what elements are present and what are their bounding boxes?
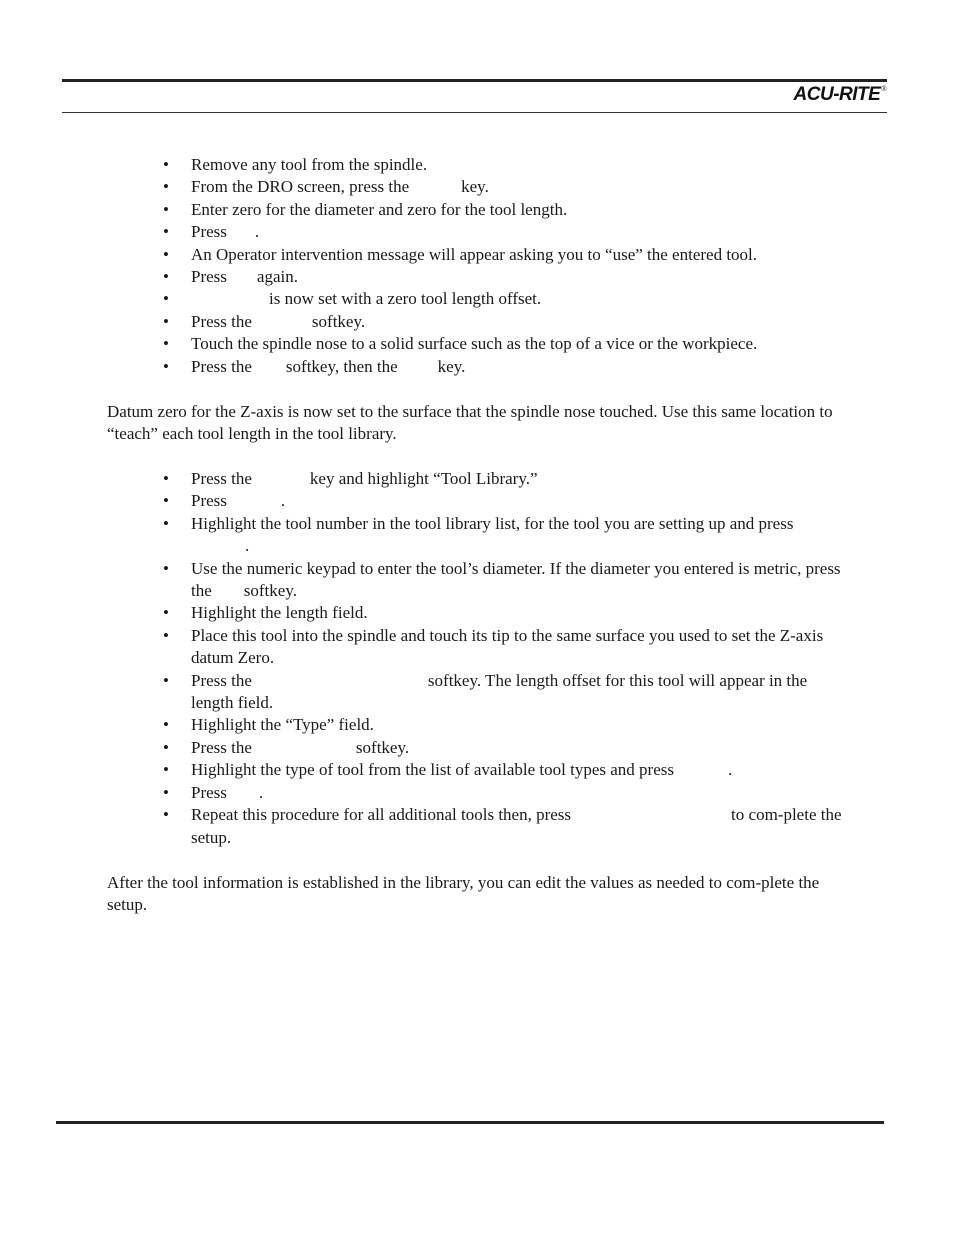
header-rule	[62, 79, 887, 82]
list-item: • is now set with a zero tool length offset.	[163, 289, 542, 309]
list-item: • Press again.	[163, 267, 298, 287]
list-item: • Press the softkey.	[163, 311, 366, 331]
list-item: • Enter zero for the diameter and zero for the tool length.	[163, 199, 568, 219]
header-subrule	[62, 112, 887, 113]
list-item: • Use the numeric keypad to enter the tool’s diameter. If the diameter you entered is metric, press the softkey.	[163, 558, 841, 601]
list-item: • Press .	[163, 222, 260, 242]
list-item: • Place this tool into the spindle and touch its tip to the same surface you used to set the Z-axis datum Zero.	[163, 625, 824, 668]
list-item: • Highlight the tool number in the tool library list, for the tool you are setting up and press.	[163, 513, 794, 556]
list-item: • Repeat this procedure for all additional tools then, press to com-plete the setup.	[163, 805, 842, 847]
list-item: • Highlight the length field.	[163, 603, 368, 623]
setup-steps-list	[163, 154, 843, 378]
list-item: • Press .	[163, 782, 264, 802]
closing-paragraph: After the tool information is established in the library, you can edit the values as needed to com-plete the setup.	[107, 873, 820, 915]
list-item: • Remove any tool from the spindle.	[163, 155, 428, 174]
list-item: • Highlight the type of tool from the list of available tool types and press .	[163, 760, 733, 780]
list-item: • An Operator intervention message will appear asking you to “use” the entered tool.	[163, 244, 758, 264]
acu-rite-logo: ACU-RITE®	[793, 84, 886, 105]
list-item: • Press the softkey. The length offset for this tool will appear in the length field.	[163, 670, 808, 713]
footer-rule	[56, 1121, 884, 1124]
list-item: • Press .	[163, 491, 286, 511]
tool-library-steps-list	[163, 468, 843, 849]
list-item: • Touch the spindle nose to a solid surface such as the top of a vice or the workpiece.	[163, 334, 758, 354]
list-item: • Press the softkey.	[163, 737, 410, 757]
list-item: • Press the softkey, then the key.	[163, 356, 466, 376]
list-item: • From the DRO screen, press the key.	[163, 177, 489, 197]
datum-zero-paragraph: Datum zero for the Z-axis is now set to the surface that the spindle nose touched. Use this same location to “teach” each tool length in the tool library.	[107, 402, 833, 444]
list-item: • Highlight the “Type” field.	[163, 715, 374, 735]
list-item: • Press the key and highlight “Tool Library.”	[163, 469, 538, 488]
